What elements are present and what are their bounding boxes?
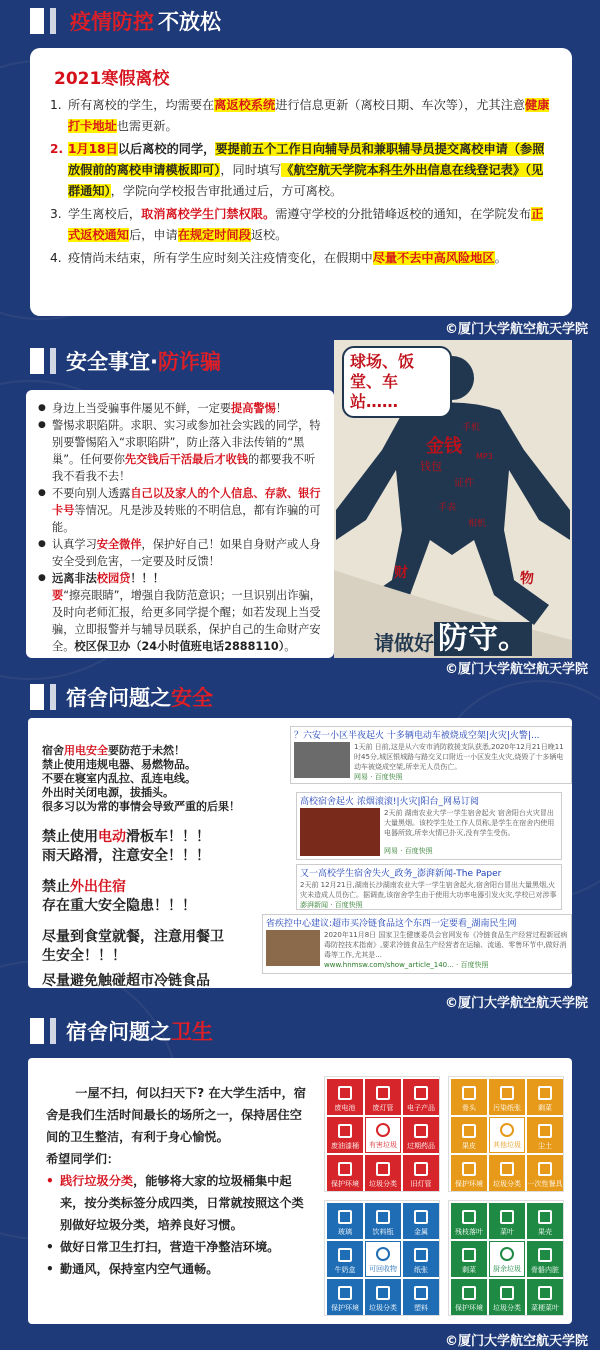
trash-category-tile bbox=[451, 1155, 487, 1191]
trash-item-icon bbox=[338, 1162, 352, 1176]
trash-category-tile bbox=[365, 1203, 401, 1239]
trash-category-label: 电子产品 bbox=[407, 1104, 435, 1112]
trash-category-tile bbox=[451, 1241, 487, 1277]
hygiene-bullet: • 践行垃圾分类，能够将大家的垃圾桶集中起来，按分类标签分成四类，日常就按照这个类别做好垃圾分类，培养良好习惯。 bbox=[46, 1174, 304, 1232]
trash-category-tile bbox=[327, 1203, 363, 1239]
trash-category-tile bbox=[451, 1079, 487, 1115]
trash-category-tile bbox=[365, 1079, 401, 1115]
news-item[interactable] bbox=[290, 726, 572, 784]
title-text: 宿舍问题之 bbox=[66, 686, 171, 710]
trash-category-label: 污染纸张 bbox=[493, 1104, 521, 1112]
warning-rain: 雨天路滑，注意安全！！！ bbox=[42, 848, 210, 864]
trash-category-label: 金属 bbox=[414, 1228, 428, 1236]
section-title bbox=[30, 344, 221, 378]
news-title[interactable]: 又一高校学生宿舍失火_政务_澎湃新闻-The Paper bbox=[300, 869, 502, 879]
trash-category-tile bbox=[527, 1203, 563, 1239]
section-dorm-hygiene bbox=[0, 1012, 600, 1350]
trash-item-icon bbox=[414, 1248, 428, 1262]
trash-category-tile bbox=[489, 1117, 525, 1153]
trash-category-label: 其他垃圾 bbox=[493, 1141, 521, 1149]
trash-category-tile bbox=[403, 1203, 439, 1239]
trash-category-label: 旧灯管 bbox=[410, 1180, 432, 1188]
list-item: 3. 学生离校后，取消离校学生门禁权限。需遵守学校的分批错峰返校的通知，在学院发布正式返校通知后，申请在规定时间段返校。 bbox=[50, 207, 544, 242]
list-item: ● 身边上当受骗事件屡见不鲜，一定要提高警惕！ bbox=[38, 400, 324, 417]
poster-word: 金钱 bbox=[426, 436, 462, 457]
news-source: www.hnmsw.com/show_article_140... · 百度快照 bbox=[324, 961, 489, 969]
title-highlight: 卫生 bbox=[171, 1020, 213, 1044]
poster-slogan: 请做好 防守。 bbox=[374, 622, 532, 656]
trash-category-label: 垃圾分类 bbox=[369, 1304, 397, 1312]
section-anti-fraud bbox=[0, 340, 600, 676]
trash-item-icon bbox=[376, 1123, 390, 1137]
list-item: ● 警惕求职陷阱。求职、实习或参加社会实践的同学，特别要警惕陷入“求职陷阱”，防止落入非法传销的“黑巢”。任何要你先交钱后干活最后才收钱的都要我不听我不看我不去！ bbox=[38, 417, 324, 485]
trash-category-label: 过期药品 bbox=[407, 1142, 435, 1150]
trash-item-icon bbox=[500, 1086, 514, 1100]
trash-category-label: 一次性餐具 bbox=[527, 1180, 563, 1188]
safety-line: 外出时关闭电源，拔插头。 bbox=[42, 786, 174, 799]
news-source: 网易 · 百度快照 bbox=[384, 847, 433, 855]
title-highlight: 疫情防控 bbox=[70, 10, 154, 34]
section-dorm-safety bbox=[0, 676, 600, 1012]
title-text: 不放松 bbox=[158, 10, 221, 34]
trash-category-label: 废灯管 bbox=[372, 1104, 394, 1112]
trash-category-label: 剩菜 bbox=[538, 1104, 552, 1112]
trash-item-icon bbox=[338, 1286, 352, 1300]
trash-category-tile bbox=[489, 1203, 525, 1239]
news-thumbnail bbox=[266, 930, 320, 966]
section-epidemic bbox=[0, 0, 600, 340]
leave-rules-list bbox=[50, 95, 554, 269]
trash-category-label: 可回收物 bbox=[369, 1265, 397, 1273]
list-item: 2. 1月18日以后离校的同学，要提前五个工作日向辅导员和兼职辅导员提交离校申请（参照放假前的离校申请模板即可），同时填写《航空航天学院本科生外出信息在线登记表》（见群通知），学院向学校报告审批通过后，方可离校。 bbox=[50, 142, 545, 198]
trash-category-tile bbox=[489, 1279, 525, 1315]
trash-category-tile bbox=[489, 1241, 525, 1277]
trash-category-label: 残枝落叶 bbox=[455, 1228, 483, 1236]
trash-category-tile bbox=[489, 1155, 525, 1191]
news-item[interactable] bbox=[296, 864, 562, 910]
trash-item-icon bbox=[538, 1286, 552, 1300]
trash-category-label: 垃圾分类 bbox=[493, 1180, 521, 1188]
trash-category-label: 果壳 bbox=[538, 1228, 552, 1236]
trash-category-label: 玻璃 bbox=[338, 1228, 352, 1236]
trash-item-icon bbox=[376, 1286, 390, 1300]
poster-word: 钱包 bbox=[420, 460, 442, 473]
warning-hazard: 存在重大安全隐患！！！ bbox=[42, 898, 196, 914]
safety-line: 很多习以为常的事情会导致严重的后果！ bbox=[42, 800, 240, 813]
trash-category-tile bbox=[365, 1117, 401, 1153]
trash-bin-panel bbox=[324, 1076, 440, 1192]
trash-item-icon bbox=[376, 1086, 390, 1100]
poster-word: 物 bbox=[520, 571, 534, 587]
trash-item-icon bbox=[500, 1247, 514, 1261]
trash-category-label: 骨头 bbox=[462, 1104, 476, 1112]
trash-item-icon bbox=[462, 1210, 476, 1224]
news-source: 网易 · 百度快照 bbox=[354, 773, 403, 781]
trash-category-label: 尘土 bbox=[538, 1142, 552, 1150]
trash-category-label: 垃圾分类 bbox=[493, 1304, 521, 1312]
trash-category-label: 果皮 bbox=[462, 1142, 476, 1150]
news-title[interactable]: ？六安一小区半夜起火 十多辆电动车被烧成空架|火灾|火警|... bbox=[294, 731, 540, 741]
safety-line: 禁止使用违规电器、易燃物品。 bbox=[42, 758, 196, 771]
trash-category-label: 饮料瓶 bbox=[372, 1228, 394, 1236]
trash-category-label: 保护环境 bbox=[331, 1180, 359, 1188]
trash-category-tile bbox=[527, 1117, 563, 1153]
news-source: 澎湃新闻 · 百度快照 bbox=[300, 901, 363, 909]
title-text: 宿舍问题之 bbox=[66, 1020, 171, 1044]
copyright-footer: ©厦门大学航空航天学院 bbox=[444, 322, 588, 337]
trash-item-icon bbox=[500, 1210, 514, 1224]
trash-category-tile bbox=[451, 1203, 487, 1239]
safety-text bbox=[42, 744, 272, 991]
trash-item-icon bbox=[338, 1086, 352, 1100]
trash-category-tile bbox=[527, 1241, 563, 1277]
warning-cold-chain: 尽量避免触碰超市冷链食品 bbox=[42, 973, 210, 989]
trash-category-label: 菜梗菜叶 bbox=[531, 1304, 559, 1312]
trash-item-icon bbox=[500, 1286, 514, 1300]
trash-item-icon bbox=[414, 1286, 428, 1300]
trash-category-label: 厨余垃圾 bbox=[493, 1265, 521, 1273]
trash-item-icon bbox=[414, 1086, 428, 1100]
trash-item-icon bbox=[376, 1247, 390, 1261]
list-item: ● 远离非法校园贷！！！ bbox=[38, 570, 324, 587]
trash-sorting-grid bbox=[324, 1076, 564, 1316]
trash-item-icon bbox=[538, 1248, 552, 1262]
trash-item-icon bbox=[338, 1124, 352, 1138]
trash-category-tile bbox=[327, 1241, 363, 1277]
copyright-footer: ©厦门大学航空航天学院 bbox=[444, 996, 588, 1011]
news-item[interactable] bbox=[296, 792, 562, 860]
trash-item-icon bbox=[338, 1210, 352, 1224]
trash-category-label: 有害垃圾 bbox=[369, 1141, 397, 1149]
warning-canteen: 尽量到食堂就餐，注意用餐卫生安全！！！ bbox=[42, 929, 224, 964]
news-item[interactable] bbox=[262, 914, 572, 974]
trash-item-icon bbox=[376, 1210, 390, 1224]
list-item: ● 认真学习安全微伴，保护好自己！如果自身财产或人身安全受到危害，一定要及时反馈！ bbox=[38, 536, 324, 570]
trash-bin-panel bbox=[448, 1200, 564, 1316]
trash-category-label: 废油漆桶 bbox=[331, 1142, 359, 1150]
poster-word: 手机 bbox=[462, 423, 481, 433]
poster-word: 财 bbox=[394, 565, 408, 581]
warning-stay-out: 禁止外出住宿 bbox=[42, 879, 126, 895]
trash-category-label: 纸张 bbox=[414, 1266, 428, 1274]
section-title bbox=[30, 680, 213, 714]
trash-category-label: 垃圾分类 bbox=[369, 1180, 397, 1188]
news-snippet: 2天前 12月21日,湖南长沙湖南农业大学一学生宿舍起火,宿舍阳台冒出大量黑烟,火灾未造成人员伤亡。据调查,该宿舍学生由于使用大功率电器引发火灾,学校已对涉事 bbox=[300, 881, 557, 899]
anti-fraud-card bbox=[26, 390, 334, 658]
trash-item-icon bbox=[462, 1124, 476, 1138]
poster-word: 手表 bbox=[438, 503, 457, 513]
trash-category-label: 废电池 bbox=[334, 1104, 356, 1112]
trash-category-label: 保护环境 bbox=[331, 1304, 359, 1312]
copyright-footer: ©厦门大学航空航天学院 bbox=[444, 1334, 588, 1349]
poster-word: MP3 bbox=[476, 452, 493, 461]
trash-item-icon bbox=[414, 1210, 428, 1224]
safety-line: 宿舍用电安全要防范于未然！ bbox=[42, 744, 185, 757]
copyright-footer: ©厦门大学航空航天学院 bbox=[444, 662, 588, 677]
trash-category-label: 剩菜 bbox=[462, 1266, 476, 1274]
list-item: 1. 所有离校的学生，均需要在离返校系统进行信息更新（离校日期、车次等），尤其注意健康打卡地址也需更新。 bbox=[50, 98, 550, 133]
news-thumbnail bbox=[294, 742, 350, 778]
list-item: ● 不要向别人透露自己以及家人的个人信息、存款、银行卡号等情况。凡是涉及转账的不明信息，都有诈骗的可能。 bbox=[38, 485, 324, 536]
hygiene-text bbox=[46, 1082, 312, 1280]
trash-category-tile bbox=[327, 1079, 363, 1115]
section-title bbox=[30, 4, 221, 38]
trash-category-tile bbox=[451, 1279, 487, 1315]
trash-category-label: 保护环境 bbox=[455, 1180, 483, 1188]
poster-word: 相机 bbox=[468, 519, 487, 529]
trash-item-icon bbox=[538, 1162, 552, 1176]
trash-category-tile bbox=[403, 1117, 439, 1153]
trash-category-label: 骨骼内脏 bbox=[531, 1266, 559, 1274]
hygiene-bullet: • 勤通风，保持室内空气通畅。 bbox=[46, 1262, 219, 1276]
title-text: 安全事宜· bbox=[66, 350, 158, 374]
trash-category-tile bbox=[403, 1079, 439, 1115]
trash-category-tile bbox=[327, 1279, 363, 1315]
trash-category-label: 菜叶 bbox=[500, 1228, 514, 1236]
trash-item-icon bbox=[414, 1124, 428, 1138]
trash-item-icon bbox=[462, 1162, 476, 1176]
news-snippet: 1天前 日前,这是从六安市消防救援支队获悉,2020年12月21日晚11时45分,城区银城路与路交叉口附近一小区发生火灾,烧毁了十多辆电动车被烧成空架,所幸无人员伤亡。 bbox=[354, 743, 564, 771]
hygiene-bullet: • 做好日常卫生打扫，营造干净整洁环境。 bbox=[46, 1240, 280, 1254]
trash-category-label: 保护环境 bbox=[455, 1304, 483, 1312]
news-title[interactable]: 省疾控中心建议:超市买冷链食品这个东西一定要看_湖南民生网 bbox=[266, 919, 517, 929]
trash-item-icon bbox=[462, 1248, 476, 1262]
trash-item-icon bbox=[376, 1162, 390, 1176]
speech-bubble: 球场、饭堂、车站…… bbox=[342, 346, 452, 418]
safety-line: 不要在寝室内乱拉、乱连电线。 bbox=[42, 772, 196, 785]
trash-item-icon bbox=[414, 1162, 428, 1176]
section-title bbox=[30, 1014, 213, 1048]
trash-category-tile bbox=[365, 1155, 401, 1191]
trash-category-tile bbox=[327, 1117, 363, 1153]
poster-word: 证件 bbox=[454, 478, 474, 489]
title-highlight: 防诈骗 bbox=[157, 350, 221, 374]
trash-item-icon bbox=[462, 1086, 476, 1100]
trash-category-tile bbox=[365, 1279, 401, 1315]
hygiene-paragraph: 一屋不扫，何以扫天下? 在大学生活中，宿舍是我们生活时间最长的场所之一，保持居住空间的卫生整洁，有利于身心愉悦。 bbox=[46, 1086, 306, 1144]
hygiene-card bbox=[28, 1058, 572, 1324]
news-snippet: 2天前 湖南农业大学一学生宿舍起火 宿舍阳台火灾冒出大量黑烟。该校学生处工作人员称,是学生在宿舍内使用电器所致,所幸火情已扑灭,没有学生受伤。 bbox=[384, 809, 555, 837]
list-item: 4. 疫情尚未结束，所有学生应时刻关注疫情变化，在假期中尽量不去中高风险地区。 bbox=[50, 251, 507, 265]
trash-item-icon bbox=[500, 1162, 514, 1176]
trash-item-icon bbox=[538, 1210, 552, 1224]
fraud-advice: 要“擦亮眼睛”，增强自我防范意识；一旦识别出诈骗，及时向老师汇报，给更多同学提个醒；如若发现上当受骗，立即报警并与辅导员联系，保护自己的生命财产安全。校区保卫办（24小时值班电话2888110）。 bbox=[52, 589, 321, 653]
trash-category-tile bbox=[527, 1155, 563, 1191]
news-thumbnail bbox=[300, 808, 380, 856]
trash-item-icon bbox=[538, 1124, 552, 1138]
hygiene-hope: 希望同学们： bbox=[46, 1152, 120, 1166]
trash-category-tile bbox=[403, 1155, 439, 1191]
trash-category-label: 塑料 bbox=[414, 1304, 428, 1312]
trash-category-label: 牛奶盒 bbox=[334, 1266, 356, 1274]
trash-bin-panel bbox=[324, 1200, 440, 1316]
epidemic-card bbox=[30, 48, 572, 316]
trash-item-icon bbox=[338, 1248, 352, 1262]
trash-category-tile bbox=[327, 1155, 363, 1191]
news-title[interactable]: 高校宿舍起火 浓烟滚滚!|火灾|阳台_网易订阅 bbox=[300, 797, 480, 807]
trash-category-tile bbox=[451, 1117, 487, 1153]
trash-category-tile bbox=[527, 1079, 563, 1115]
warning-scooter: 禁止使用电动滑板车！！！ bbox=[42, 829, 210, 845]
card-heading: 2021寒假离校 bbox=[54, 69, 170, 89]
news-snippet: 2020年11月8日 国家卫生健康委员会官网发布《冷链食品生产经营过程新冠病毒防控技术指南》,要求冷链食品生产经营者在运输、流通、零售环节中,做好消毒等工作,尤其是... bbox=[324, 931, 568, 959]
defense-poster bbox=[334, 340, 572, 658]
title-highlight: 安全 bbox=[171, 686, 213, 710]
trash-category-tile bbox=[489, 1079, 525, 1115]
trash-category-tile bbox=[527, 1279, 563, 1315]
trash-bin-panel bbox=[448, 1076, 564, 1192]
fraud-tips-list bbox=[38, 400, 324, 587]
trash-item-icon bbox=[538, 1086, 552, 1100]
trash-category-tile bbox=[403, 1279, 439, 1315]
trash-item-icon bbox=[462, 1286, 476, 1300]
trash-category-tile bbox=[403, 1241, 439, 1277]
trash-item-icon bbox=[500, 1123, 514, 1137]
trash-category-tile bbox=[365, 1241, 401, 1277]
